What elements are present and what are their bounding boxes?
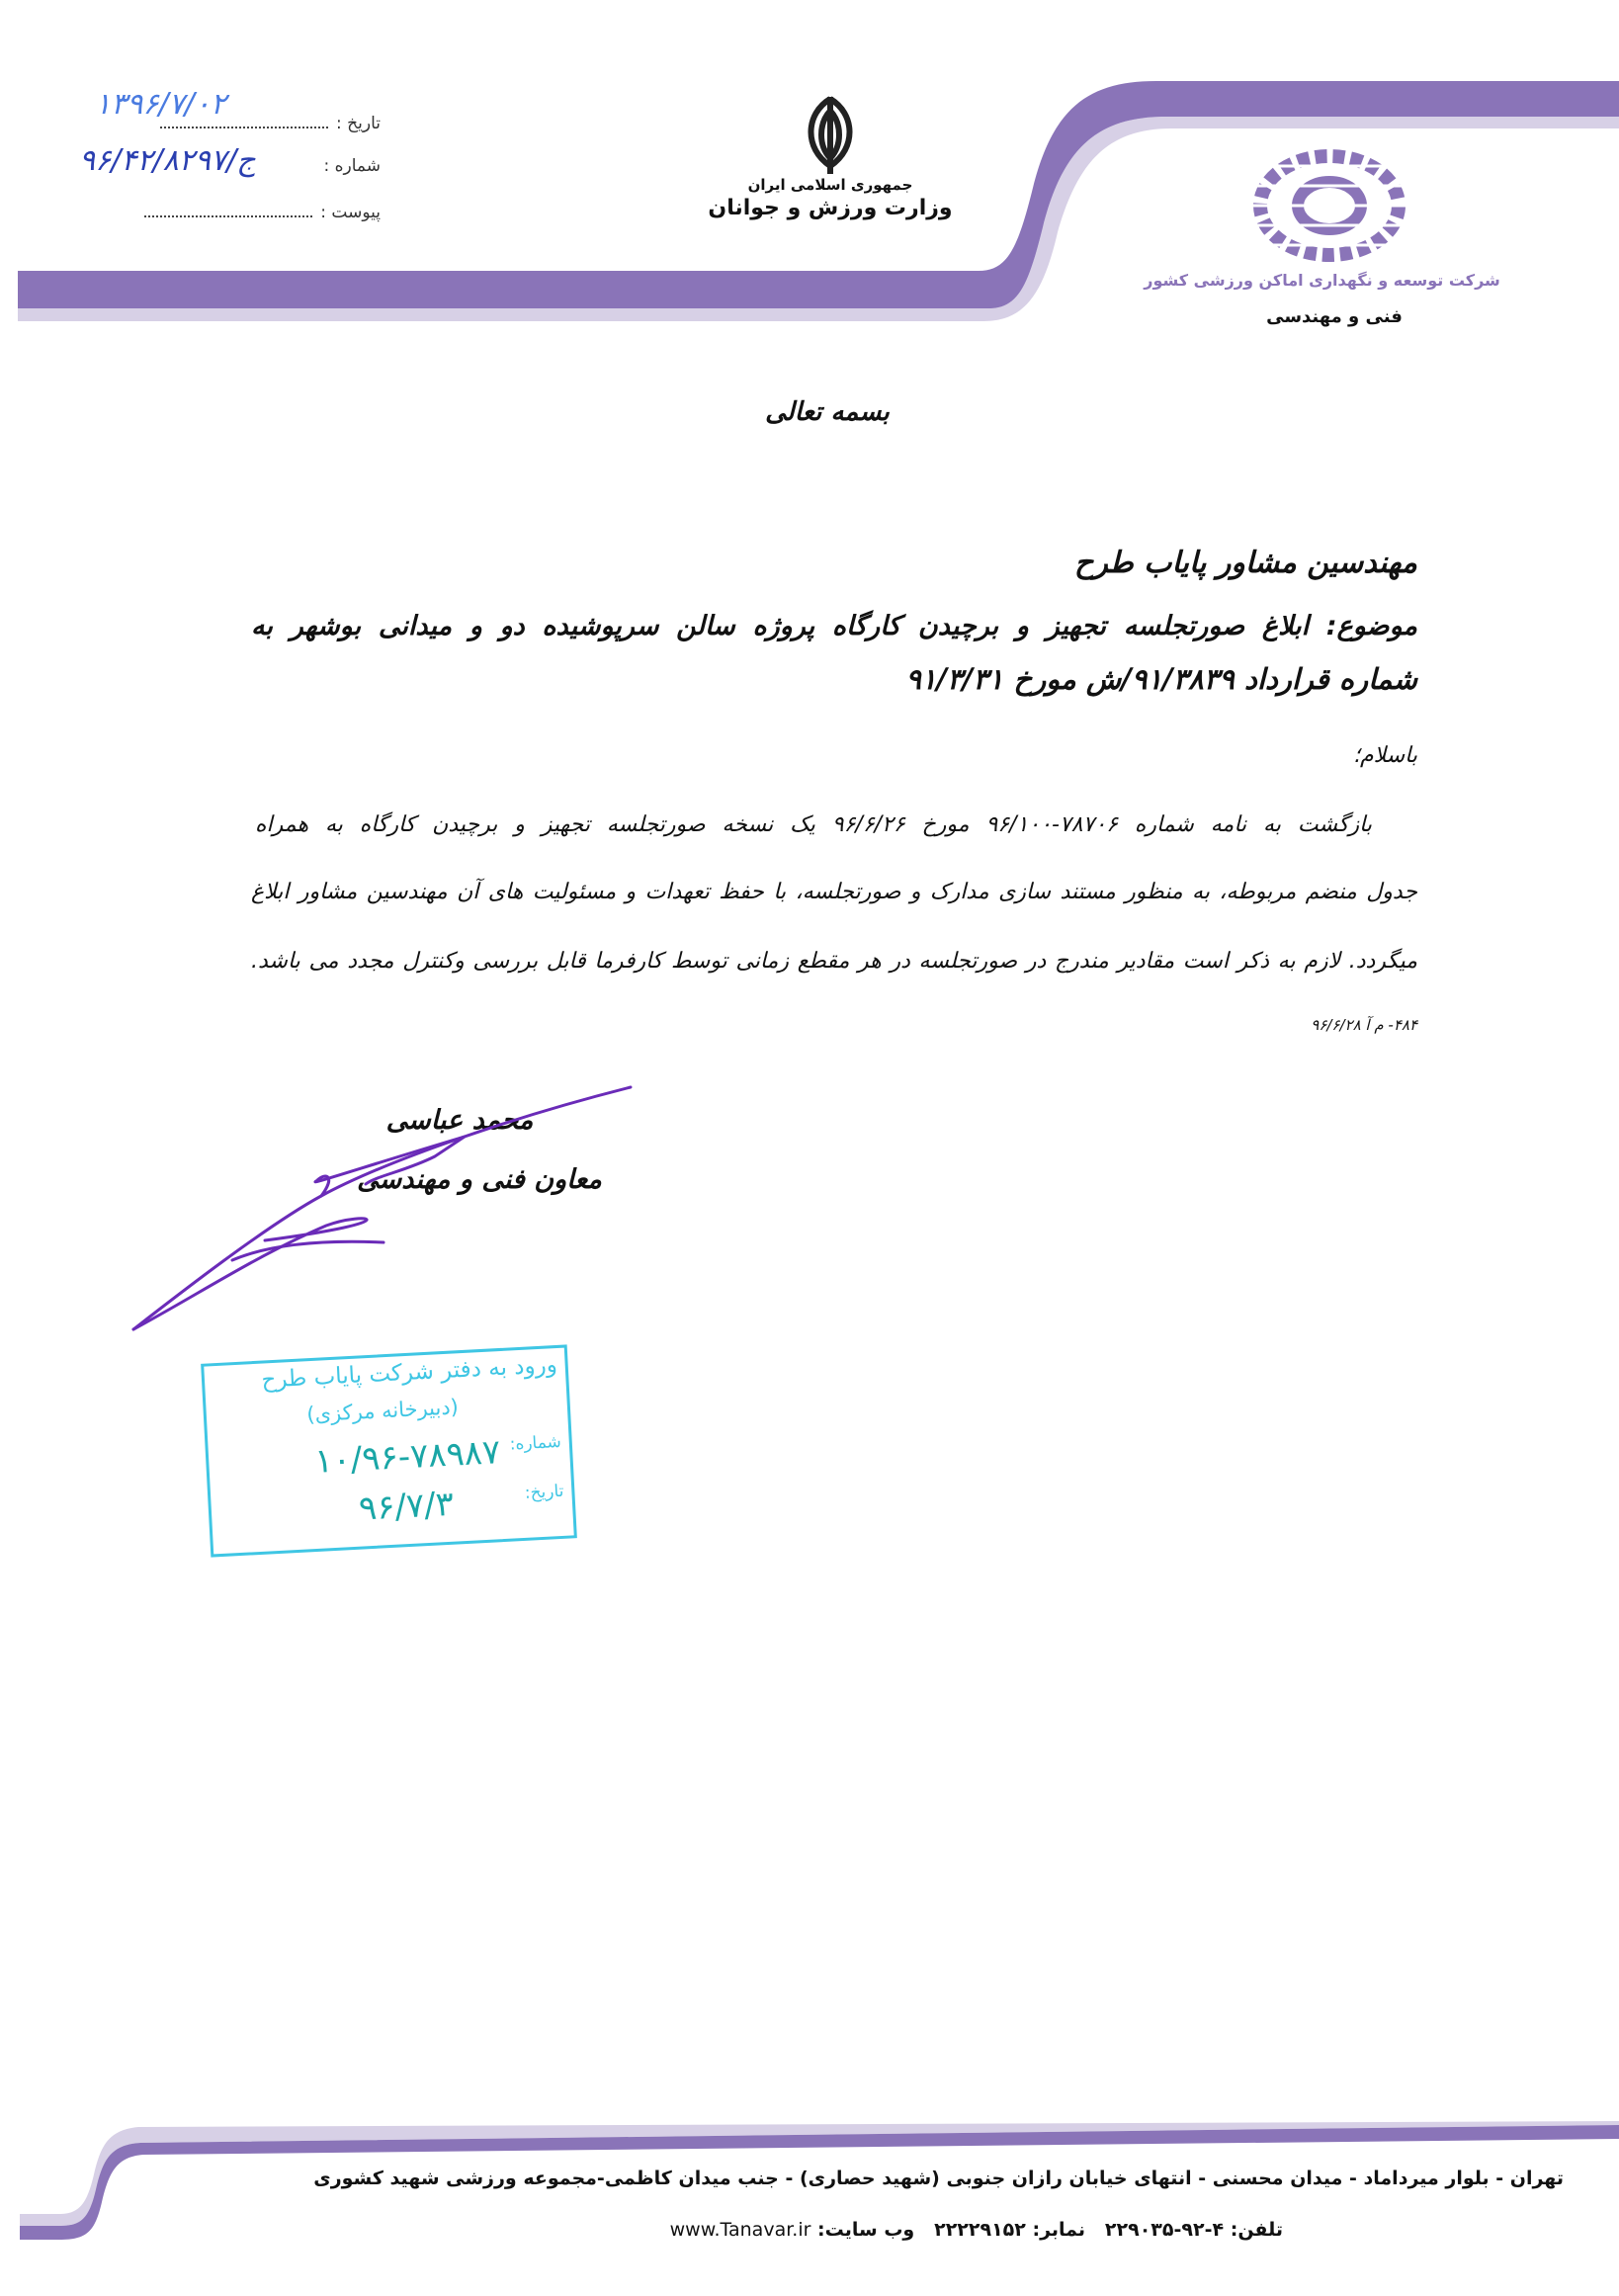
stamp-line-1: ورود به دفتر شرکت پایاب طرح [260, 1351, 558, 1394]
company-logo-icon [1245, 146, 1413, 265]
body-line: جدول منضم مربوطه، به منظور مستند سازی مدارک و صورتجلسه، با حفظ تعهدات و مسئولیت های آن مهندسین مشاور ابلاغ [251, 880, 1417, 904]
number-field [109, 156, 381, 176]
invocation: بسمه تعالی [765, 397, 890, 427]
iran-emblem-icon [786, 89, 875, 178]
department-name: فنی و مهندسی [1266, 306, 1403, 327]
date-value: ۱۳۹۶/۷/۰۲ [95, 87, 227, 122]
number-value: ۹۶/۴۲/۸۲۹۷/ج [79, 143, 256, 178]
signer-title: معاون فنی و مهندسی [357, 1164, 602, 1195]
date-label: تاریخ : [336, 114, 381, 133]
footer-address: تهران - بلوار میرداماد - میدان محسنی - انتهای خیابان رازان جنوبی (شهید حصاری) - جنب میدان کاظمی-مجموعه ورزشی شهید کشوری [313, 2168, 1564, 2189]
greeting: باسلام؛ [1352, 743, 1417, 768]
stamp-number-label: شماره: [509, 1431, 562, 1455]
signer-name: محمد عباسی [385, 1105, 534, 1136]
number-label: شماره : [323, 156, 381, 176]
recipient: مهندسین مشاور پایاب طرح [1073, 546, 1417, 580]
subject-line-1: موضوع: ابلاغ صورتجلسه تجهیز و برچیدن کارگاه پروژه سالن سرپوشیده دو و میدانی بوشهر به [251, 611, 1417, 641]
subject-line-2: شماره قرارداد ۹۱/۳۸۳۹/ش مورخ ۹۱/۳/۳۱ [905, 662, 1417, 696]
stamp-date-label: تاریخ: [524, 1481, 564, 1503]
date-field [109, 114, 381, 133]
received-stamp [201, 1344, 577, 1557]
body-line: میگردد. لازم به ذکر است مقادیر مندرج در صورتجلسه در هر مقطع زمانی توسط کارفرما قابل بررسی وکنترل مجدد می باشد. [251, 949, 1418, 974]
attachment-field [109, 203, 381, 222]
body-line: بازگشت به نامه شماره ۷۸۷۰۶-۹۶/۱۰۰ مورخ ۹۶/۶/۲۶ یک نسخه صورتجلسه تجهیز و برچیدن کارگاه به همراه [255, 812, 1372, 837]
company-name: شرکت توسعه و نگهداری اماکن ورزشی کشور [1144, 271, 1500, 290]
signature-scribble [119, 1077, 672, 1354]
stamp-line-2: (دبیرخانه مرکزی) [305, 1395, 460, 1427]
footer-website-label: وب سایت: [817, 2219, 915, 2241]
stamp-date-value: ۹۶/۷/۳ [358, 1484, 455, 1529]
attachment-label: پیوست : [320, 203, 381, 222]
footer-phone: تلفن: ۴-۹۲-۲۲۹۰۳۵ [1104, 2219, 1283, 2241]
reference-note: ۴۸۴- م آ ۹۶/۶/۲۸ [1311, 1016, 1417, 1034]
ministry-name: وزارت ورزش و جوانان [708, 196, 953, 220]
country-name: جمهوری اسلامی ایران [747, 176, 913, 194]
footer-website-link[interactable]: www.Tanavar.ir [669, 2219, 811, 2241]
stamp-number-value: ۱۰/۹۶-۷۸۹۸۷ [313, 1432, 502, 1482]
footer-fax: نمابر: ۲۲۲۲۹۱۵۲ [934, 2219, 1086, 2241]
footer-contact [670, 2219, 1283, 2241]
